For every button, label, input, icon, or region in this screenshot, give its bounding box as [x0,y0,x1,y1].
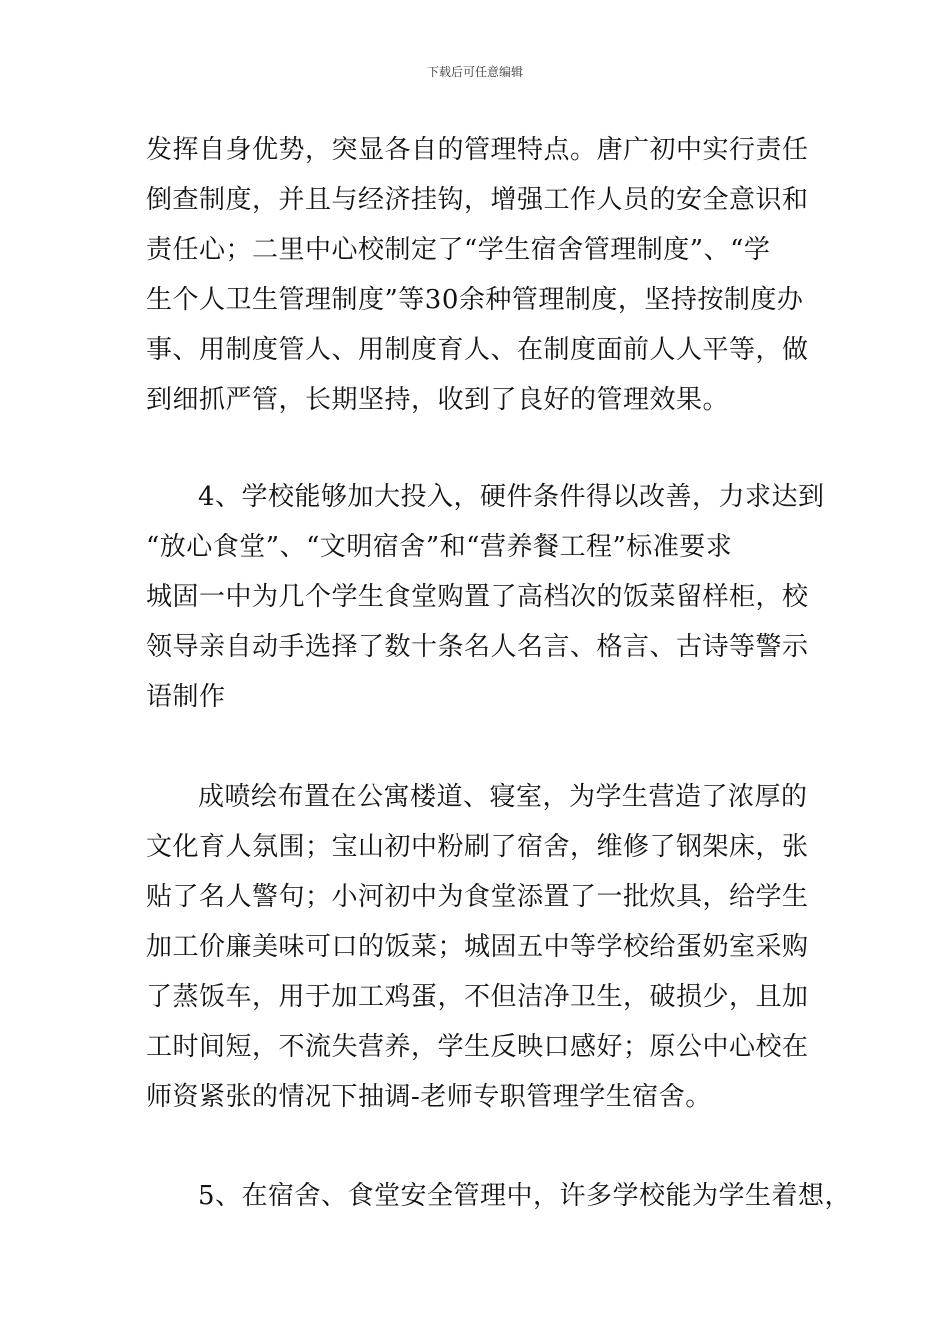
text-line: 5、在宿舍、食堂安全管理中，许多学校能为学生着想， [198,1181,852,1211]
text-line: 生个人卫生管理制度”等30余种管理制度，坚持按制度办 [146,285,804,315]
page-header: 下载后可任意编辑 [426,65,523,79]
text-line: 成喷绘布置在公寓楼道、寝室，为学生营造了浓厚的 [198,782,808,812]
text-line: 语制作 [146,682,226,712]
text-line: 到细抓严管，长期坚持，收到了良好的管理效果。 [146,385,730,415]
text-line: 责任心；二里中心校制定了“学生宿舍管理制度”、“学 [146,235,771,265]
text-line: 了蒸饭车，用于加工鸡蛋，不但洁净卫生，破损少，且加 [146,982,809,1012]
paragraph-item-5-safety [146,1171,852,1221]
text-line: 城固一中为几个学生食堂购置了高档次的饭菜留样柜，校 [146,582,809,612]
text-line: 事、用制度管人、用制度育人、在制度面前人人平等，做 [146,335,809,365]
text-line: 发挥自身优势，突显各自的管理特点。唐广初中实行责任 [146,135,809,165]
text-line: 领导亲自动手选择了数十条名人名言、格言、古诗等警示 [146,632,809,662]
text-line: 贴了名人警句；小河初中为食堂添置了一批炊具，给学生 [146,882,809,912]
text-line: 工时间短，不流失营养，学生反映口感好；原公中心校在 [146,1032,809,1062]
paragraph-item-4-investment [146,472,826,722]
paragraph-culture-environment [146,772,826,1122]
text-line: 倒查制度，并且与经济挂钩，增强工作人员的安全意识和 [146,185,809,215]
text-line: 加工价廉美味可口的饭菜；城固五中等学校给蛋奶室采购 [146,932,809,962]
text-line: 4、学校能够加大投入，硬件条件得以改善，力求达到 [198,482,825,512]
text-line: 师资紧张的情况下抽调-老师专职管理学生宿舍。 [146,1082,712,1112]
paragraph-management-features [146,125,826,425]
text-line: “放心食堂”、“文明宿舍”和“营养餐工程”标准要求 [146,532,733,562]
text-line: 文化育人氛围；宝山初中粉刷了宿舍，维修了钢架床，张 [146,832,809,862]
